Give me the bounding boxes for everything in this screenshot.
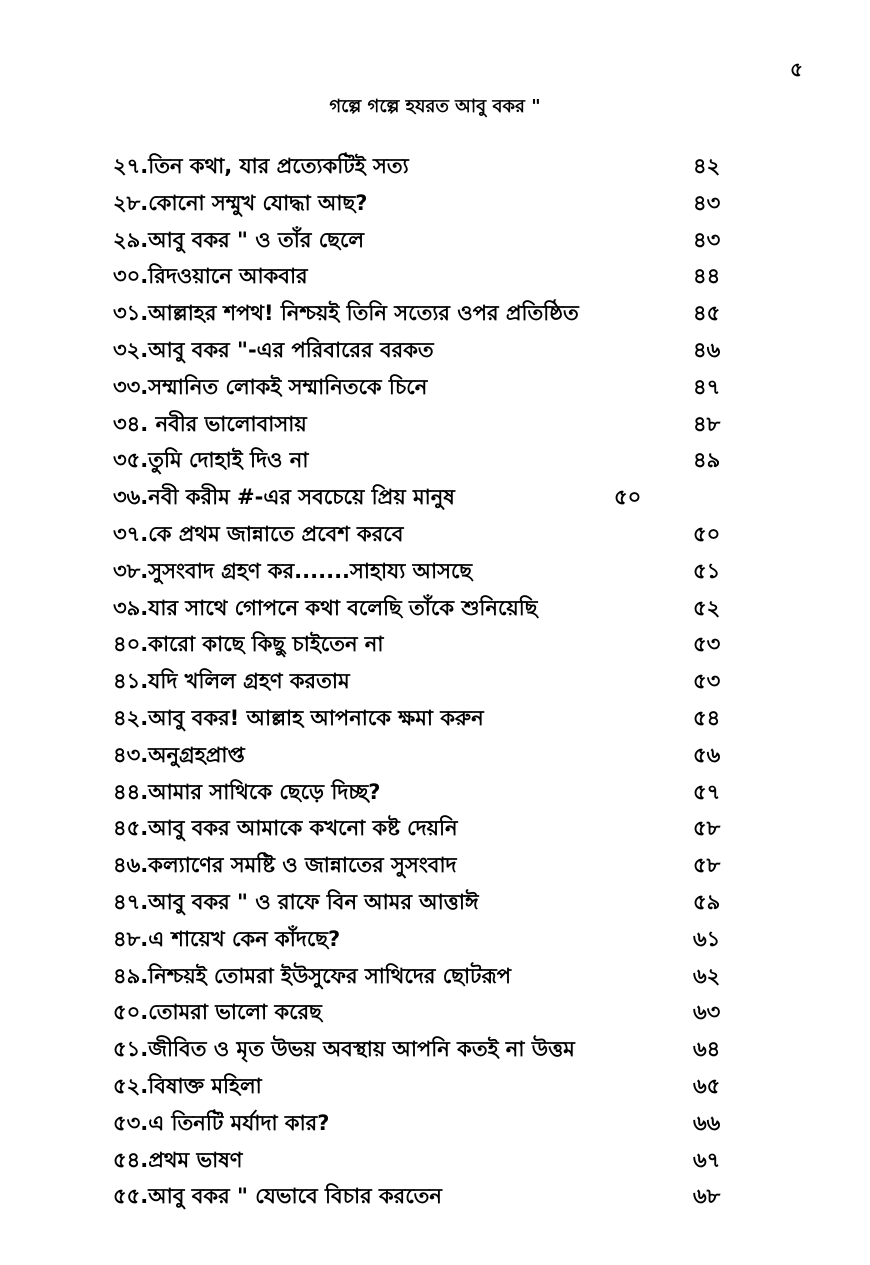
toc-entry-title: ৩৬.নবী করীম #-এর সবচেয়ে প্রিয় মানুষ [113, 485, 455, 510]
toc-entry-page: ৪৭ [693, 374, 721, 399]
toc-entry-title: ৫২.বিষাক্ত মহিলা [113, 1073, 262, 1098]
toc-entry [0, 1031, 870, 1068]
toc-entry-page: ৪৩ [693, 227, 721, 252]
toc-entry-page: ৫০ [614, 485, 642, 510]
toc-entry-title: ৩১.আল্লাহর শপথ! নিশ্চয়ই তিনি সত্যের ওপর প্রতিষ্ঠিত [113, 301, 579, 326]
toc-entry [0, 994, 870, 1031]
toc-entry-page: ৫৯ [693, 889, 721, 914]
toc-entry-page: ৬৫ [693, 1073, 721, 1098]
toc-entry [0, 847, 870, 884]
toc-entry-title: ৪৪.আমার সাথিকে ছেড়ে দিচ্ছ? [113, 779, 381, 804]
toc-entry [0, 148, 870, 185]
toc-entry-page: ৫৬ [693, 742, 721, 767]
toc-entry-page: ৬২ [693, 963, 721, 988]
toc-entry [0, 663, 870, 700]
toc-entry-title: ২৮.কোনো সম্মুখ যোদ্ধা আছ? [113, 190, 368, 215]
running-header: গল্পে গল্পে হযরত আবু বকর " [329, 96, 541, 117]
toc-entry [0, 737, 870, 774]
toc-entry-title: ৪৬.কল্যাণের সমষ্টি ও জান্নাতের সুসংবাদ [113, 853, 457, 878]
toc-entry-page: ৪৬ [693, 337, 721, 362]
toc-entry-page: ৫২ [693, 595, 721, 620]
toc-entry [0, 369, 870, 406]
toc-entry-title: ৩৫.তুমি দোহাই দিও না [113, 448, 309, 473]
toc-entry [0, 1142, 870, 1179]
toc-entry-page: ৬১ [693, 926, 721, 951]
toc-entry [0, 442, 870, 479]
toc-entry [0, 222, 870, 259]
toc-entry [0, 185, 870, 222]
toc-entry-title: ৫৩.এ তিনটি মর্যাদা কার? [113, 1110, 330, 1135]
toc-entry-page: ৪৪ [693, 264, 721, 289]
toc-entry [0, 1178, 870, 1215]
toc-entry-page: ৫৭ [693, 779, 721, 804]
toc-entry-title: ৪০.কারো কাছে কিছু চাইতেন না [113, 632, 384, 657]
toc-entry-title: ৪৩.অনুগ্রহপ্রাপ্ত [113, 742, 245, 767]
toc-entry-page: ৬৩ [693, 1000, 721, 1025]
toc-entry [0, 332, 870, 369]
toc-entry-title: ৪৯.নিশ্চয়ই তোমরা ইউসুফের সাথিদের ছোটরূপ [113, 963, 512, 988]
toc-entry-page: ৫৩ [693, 632, 721, 657]
toc-entry [0, 884, 870, 921]
toc-entry-title: ৫১.জীবিত ও মৃত উভয় অবস্থায় আপনি কতই না উত্তম [113, 1037, 575, 1062]
toc-entry-title: ২৯.আবু বকর " ও তাঁর ছেলে [113, 227, 365, 252]
toc-entry-title: ৪৭.আবু বকর " ও রাফে বিন আমর আত্তাঈ [113, 889, 479, 914]
toc-entry-page: ৪৫ [693, 301, 721, 326]
toc-entry-title: ৪২.আবু বকর! আল্লাহ আপনাকে ক্ষমা করুন [113, 705, 484, 730]
toc-entry-page: ৪২ [693, 154, 721, 178]
toc-entry-title: ৫৪.প্রথম ভাষণ [113, 1147, 243, 1172]
toc-entry-title: ৩৪. নবীর ভালোবাসায় [113, 411, 307, 436]
toc-entry-title: ৪৫.আবু বকর আমাকে কখনো কষ্ট দেয়নি [113, 816, 458, 841]
toc-entry-title: ৩৭.কে প্রথম জান্নাতে প্রবেশ করবে [113, 521, 404, 546]
toc-entry-page: ৫১ [693, 558, 721, 583]
toc-entry [0, 774, 870, 811]
toc-entry-title: ৫৫.আবু বকর " যেভাবে বিচার করতেন [113, 1184, 442, 1209]
toc-entry-page: ৪৯ [693, 448, 721, 473]
toc-entry-page: ৪৩ [693, 190, 721, 215]
toc-entry-title: ৩০.রিদওয়ানে আকবার [113, 264, 308, 289]
toc-entry-title: ৩২.আবু বকর "-এর পরিবারের বরকত [113, 337, 434, 362]
page-number: ৫ [790, 57, 803, 81]
toc-entry-page: ৬৭ [693, 1147, 721, 1172]
toc-entry-page: ৫৩ [693, 669, 721, 694]
toc-entry-title: ৩৩.সম্মানিত লোকই সম্মানিতকে চিনে [113, 374, 428, 399]
toc-entry [0, 1068, 870, 1105]
toc-entry-page: ৫০ [693, 521, 721, 546]
toc-entry [0, 295, 870, 332]
toc-entry [0, 810, 870, 847]
toc-entry-page: ৫৪ [693, 705, 721, 730]
toc-entry-title: ৩৯.যার সাথে গোপনে কথা বলেছি তাঁকে শুনিয়েছি [113, 595, 538, 620]
toc-entry [0, 700, 870, 737]
toc-entry-page: ৬৮ [693, 1184, 721, 1209]
toc-entry-page: ৬৪ [693, 1037, 721, 1062]
toc-entry [0, 1105, 870, 1142]
toc-entry-title: ৪১.যদি খলিল গ্রহণ করতাম [113, 669, 350, 694]
toc-entry [0, 516, 870, 553]
toc-entry-page: ৪৮ [693, 411, 721, 436]
toc-entry-title: ৫০.তোমরা ভালো করেছ [113, 1000, 322, 1025]
table-of-contents [0, 148, 870, 1215]
toc-entry [0, 406, 870, 443]
toc-entry [0, 479, 870, 516]
toc-entry-title: ৪৮.এ শায়েখ কেন কাঁদছে? [113, 926, 341, 951]
toc-entry [0, 626, 870, 663]
toc-entry-page: ৫৮ [693, 816, 721, 841]
toc-entry-page: ৬৬ [693, 1110, 721, 1135]
toc-entry [0, 553, 870, 590]
toc-entry [0, 921, 870, 958]
toc-entry-page: ৫৮ [693, 853, 721, 878]
toc-entry-title: ২৭.তিন কথা, যার প্রত্যেকটিই সত্য [113, 154, 409, 178]
toc-entry [0, 958, 870, 995]
toc-entry-title: ৩৮.সুসংবাদ গ্রহণ কর.......সাহায্য আসছে [113, 558, 473, 583]
toc-entry [0, 590, 870, 627]
toc-entry [0, 258, 870, 295]
